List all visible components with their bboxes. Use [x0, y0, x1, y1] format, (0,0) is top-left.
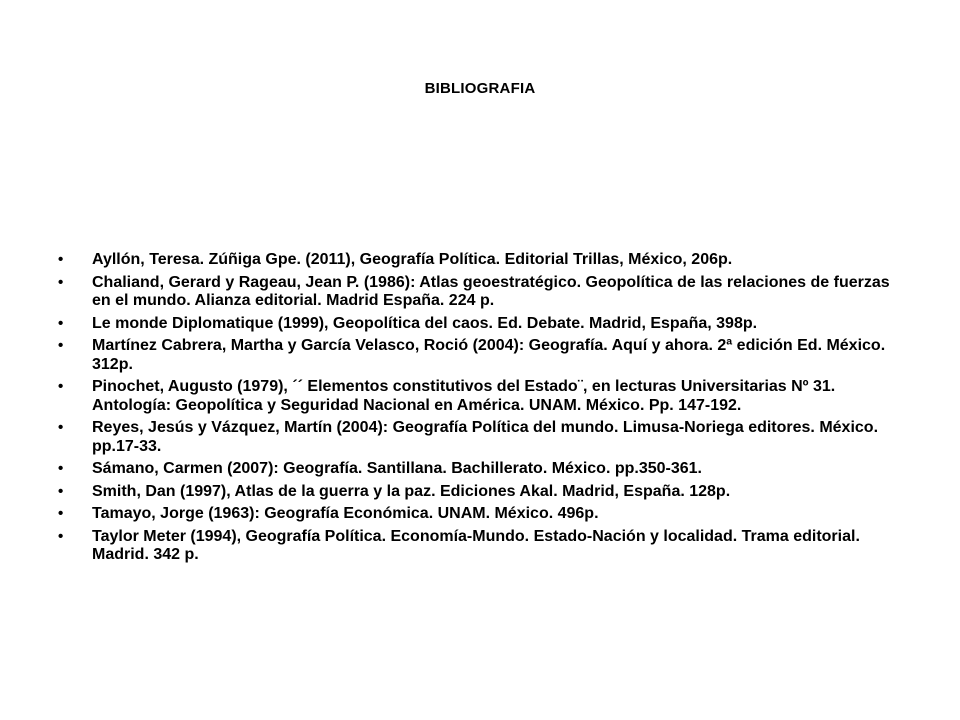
bullet-icon: • — [58, 273, 64, 291]
bullet-icon: • — [58, 505, 64, 522]
bibliography-item — [58, 251, 908, 270]
bibliography-item — [58, 337, 908, 374]
bibliography-list — [58, 251, 908, 569]
reference-text: Martínez Cabrera, Martha y García Velasco, Roció (2004): Geografía. Aquí y ahora. 2ª edición Ed. México. 312p. — [92, 337, 886, 373]
page-title: BIBLIOGRAFIA — [424, 80, 536, 97]
reference-text: Taylor Meter (1994), Geografía Política. Economía-Mundo. Estado-Nación y localidad. Trama editorial. Madrid. 342 p. — [92, 527, 860, 563]
bullet-icon: • — [58, 527, 64, 545]
bibliography-item — [58, 315, 908, 334]
bibliography-item — [58, 419, 908, 456]
bibliography-item — [58, 274, 908, 311]
reference-text: Ayllón, Teresa. Zúñiga Gpe. (2011), Geografía Política. Editorial Trillas, México, 206p. — [92, 251, 733, 268]
reference-text: Sámano, Carmen (2007): Geografía. Santillana. Bachillerato. México. pp.350-361. — [92, 460, 702, 477]
bullet-icon: • — [58, 482, 64, 500]
bullet-icon: • — [58, 419, 64, 436]
bibliography-item — [58, 528, 908, 565]
bibliography-item — [58, 460, 908, 479]
bibliography-item — [58, 378, 908, 415]
bullet-icon: • — [58, 314, 64, 332]
bibliography-item — [58, 483, 908, 502]
bullet-icon: • — [58, 378, 64, 395]
reference-text: Reyes, Jesús y Vázquez, Martín (2004): Geografía Política del mundo. Limusa-Noriega editores. México. pp.17-33. — [92, 419, 879, 455]
bibliography-item — [58, 505, 908, 524]
bullet-icon: • — [58, 337, 64, 354]
reference-text: Chaliand, Gerard y Rageau, Jean P. (1986): Atlas geoestratégico. Geopolítica de las relaciones de fuerzas en el mundo. Alianza editorial. Madrid España. 224 p. — [92, 273, 890, 309]
reference-text: Pinochet, Augusto (1979), ´´ Elementos constitutivos del Estado¨, en lecturas Universitarias Nº 31. Antología: Geopolítica y Seguridad Nacional en América. UNAM. México. Pp. 147-192. — [92, 378, 836, 414]
reference-text: Smith, Dan (1997), Atlas de la guerra y la paz. Ediciones Akal. Madrid, España. 128p. — [92, 482, 731, 500]
reference-text: Le monde Diplomatique (1999), Geopolítica del caos. Ed. Debate. Madrid, España, 398p. — [92, 314, 758, 332]
reference-text: Tamayo, Jorge (1963): Geografía Económica. UNAM. México. 496p. — [92, 505, 599, 522]
bullet-icon: • — [58, 460, 64, 477]
bullet-icon: • — [58, 251, 64, 268]
